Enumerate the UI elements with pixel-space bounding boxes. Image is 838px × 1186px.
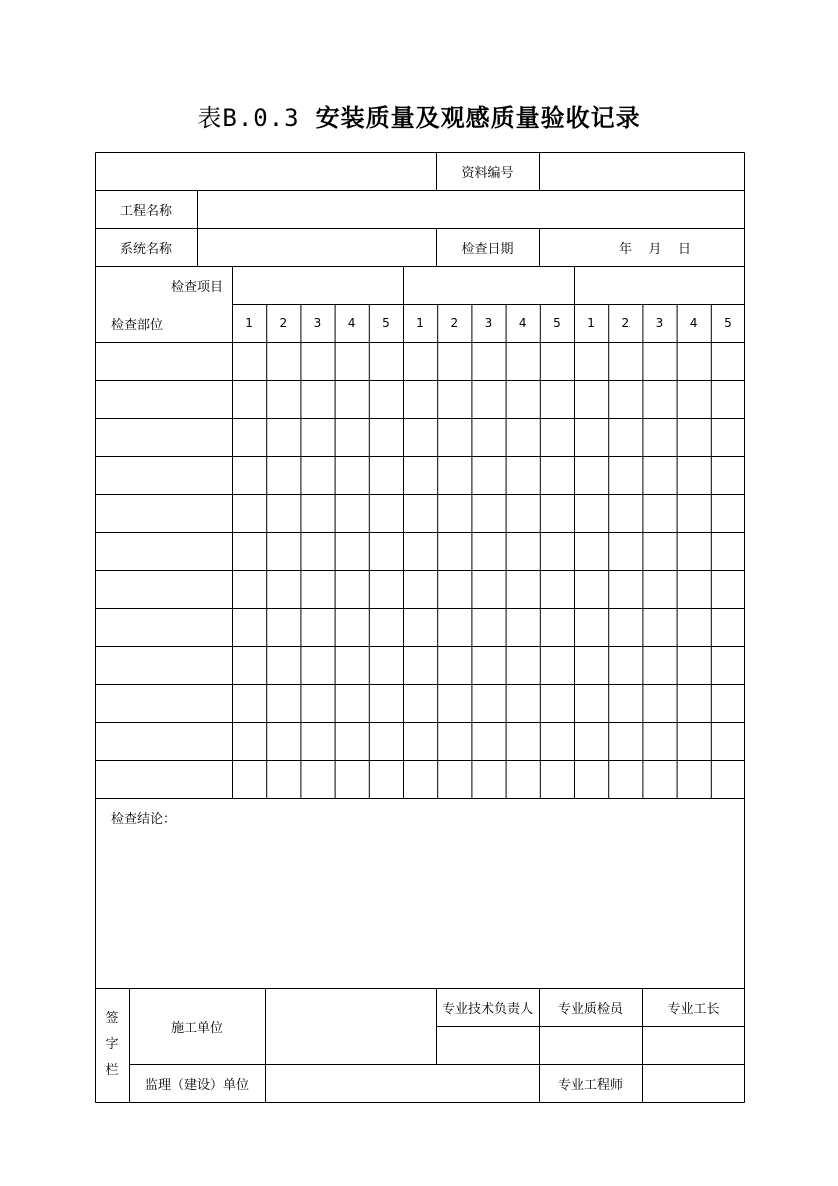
- engineer-label: 专业工程师: [557, 1077, 623, 1093]
- column-number-5: 5: [382, 316, 390, 330]
- doc-number-value[interactable]: [539, 152, 745, 190]
- signature-char-2: 字: [105, 1037, 119, 1052]
- signature-char-3: 栏: [105, 1063, 119, 1078]
- table-code: 表B.0.3: [197, 104, 300, 132]
- construction-unit-label: 施工单位: [170, 1020, 223, 1036]
- quality-inspector-signature[interactable]: [539, 1026, 642, 1064]
- tech-lead-signature[interactable]: [436, 1026, 539, 1064]
- table-title: 安装质量及观感质量验收记录: [315, 104, 641, 132]
- column-number-2: 2: [279, 316, 288, 330]
- column-number-7: 2: [450, 316, 459, 330]
- tech-lead-label: 专业技术负责人: [441, 1001, 533, 1017]
- signature-side-label: [95, 988, 129, 1102]
- system-name-label: 系统名称: [119, 241, 172, 257]
- supervision-unit-label: 监理（建设）单位: [144, 1077, 249, 1093]
- conclusion-label: 检查结论：: [111, 811, 177, 827]
- doc-number-label: 资料编号: [461, 165, 514, 181]
- project-name-label: 工程名称: [119, 203, 172, 219]
- column-number-3: 3: [313, 316, 322, 330]
- column-number-6: 1: [416, 316, 424, 330]
- conclusion-area[interactable]: [95, 836, 745, 988]
- foreman-signature[interactable]: [642, 1026, 745, 1064]
- quality-inspector-label: 专业质检员: [557, 1001, 623, 1017]
- column-number-14: 4: [689, 316, 698, 330]
- column-number-8: 3: [484, 316, 493, 330]
- column-number-13: 3: [655, 316, 664, 330]
- check-date-value[interactable]: 年 月 日: [618, 241, 692, 257]
- check-date-label: 检查日期: [461, 241, 514, 257]
- page-title: [0, 98, 838, 133]
- signature-char-1: 签: [105, 1011, 119, 1026]
- foreman-label: 专业工长: [667, 1001, 720, 1017]
- engineer-signature[interactable]: [642, 1064, 745, 1102]
- column-number-11: 1: [587, 316, 595, 330]
- construction-unit-value[interactable]: [265, 988, 436, 1064]
- acceptance-record-form: [95, 152, 745, 1103]
- check-location-label: 检查部位: [111, 317, 164, 333]
- supervision-unit-value[interactable]: [265, 1064, 539, 1102]
- column-number-9: 4: [518, 316, 527, 330]
- column-number-10: 5: [553, 316, 561, 330]
- project-name-value[interactable]: [197, 190, 745, 228]
- column-number-4: 4: [347, 316, 356, 330]
- column-number-12: 2: [621, 316, 630, 330]
- column-number-1: 1: [245, 316, 253, 330]
- system-name-value[interactable]: [197, 228, 436, 266]
- check-item-label: 检查项目: [170, 279, 223, 295]
- column-number-15: 5: [724, 316, 732, 330]
